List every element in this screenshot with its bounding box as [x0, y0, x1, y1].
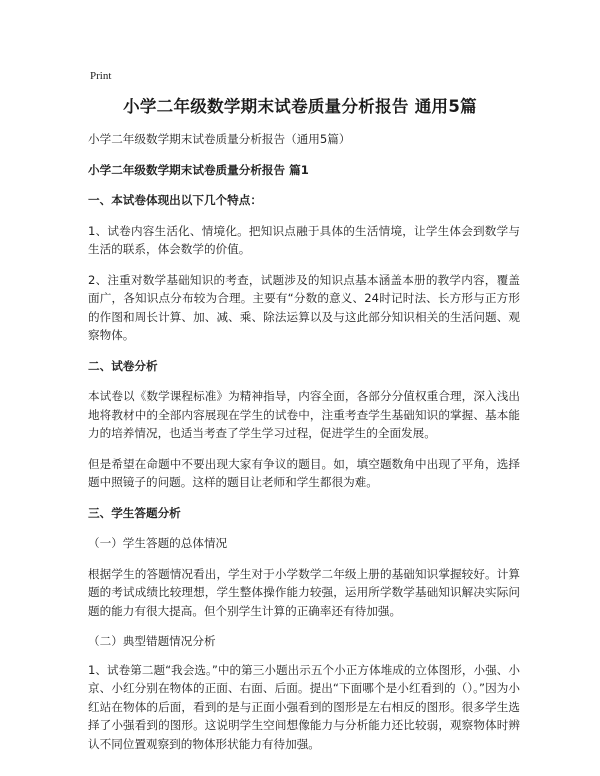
article-title: 小学二年级数学期末试卷质量分析报告 篇1 [88, 162, 309, 177]
section-heading-3: 三、学生答题分析 [88, 505, 181, 520]
subsection-heading-2: （二）典型错题情况分析 [88, 634, 216, 648]
print-link[interactable]: Print [90, 70, 112, 82]
section2-paragraph-2: 但是希望在命题中不要出现大家有争议的题目。如，填空题数角中出现了平角，选择题中照镜子的问题。这样的题目让老师和学生都很为难。 [88, 456, 520, 489]
section-heading-2: 二、试卷分析 [88, 358, 158, 373]
subsection2-paragraph: 1、试卷第二题“我会选。”中的第三小题出示五个小正方体堆成的立体图形，小强、小京、小红分别在物体的正面、右面、后面。提出“下面哪个是小红看到的（）。”因为小红站在物体的后面，看到的是与正面小强看到的图形是左右相反的图形。很多学生选择了小强看到的图形。这说明学生空间想像能力与分析能力还比较弱，观察物体时辨认不同位置观察到的物体形状能力有待加强。 [88, 662, 520, 751]
section2-paragraph-1: 本试卷以《数学课程标准》为精神指导，内容全面，各部分分值权重合理，深入浅出地将教材中的全部内容展现在学生的试卷中，注重考查学生基础知识的掌握、基本能力的培养情况，也适当考查了学生学习过程，促进学生的全面发展。 [88, 389, 520, 440]
subsection1-paragraph: 根据学生的答题情况看出，学生对于小学数学二年级上册的基础知识掌握较好。计算题的考试成绩比较理想，学生整体操作能力较强，运用所学数学基础知识解决实际问题的能力有很大提高。但个别学生计算的正确率还有待加强。 [88, 566, 520, 618]
document-body [88, 130, 520, 765]
document-subtitle: 小学二年级数学期末试卷质量分析报告（通用5篇） [88, 132, 351, 146]
section1-paragraph-1: 1、试卷内容生活化、情境化。把知识点融于具体的生活情境，让学生体会到数学与生活的联系，体会数学的价值。 [88, 223, 520, 256]
subsection-heading-1: （一）学生答题的总体情况 [88, 536, 228, 550]
section-heading-1: 一、本试卷体现出以下几个特点： [88, 193, 262, 207]
section1-paragraph-2: 2、注重对数学基础知识的考查，试题涉及的知识点基本涵盖本册的教学内容，覆盖面广，各知识点分布较为合理。主要有“分数的意义、24时记时法、长方形与正方形的作图和周长计算、加、减、乘、除法运算以及与这此部分知识相关的生活问题、观察物体。 [88, 272, 520, 342]
page-title: 小学二年级数学期末试卷质量分析报告 通用5篇 [123, 97, 477, 116]
